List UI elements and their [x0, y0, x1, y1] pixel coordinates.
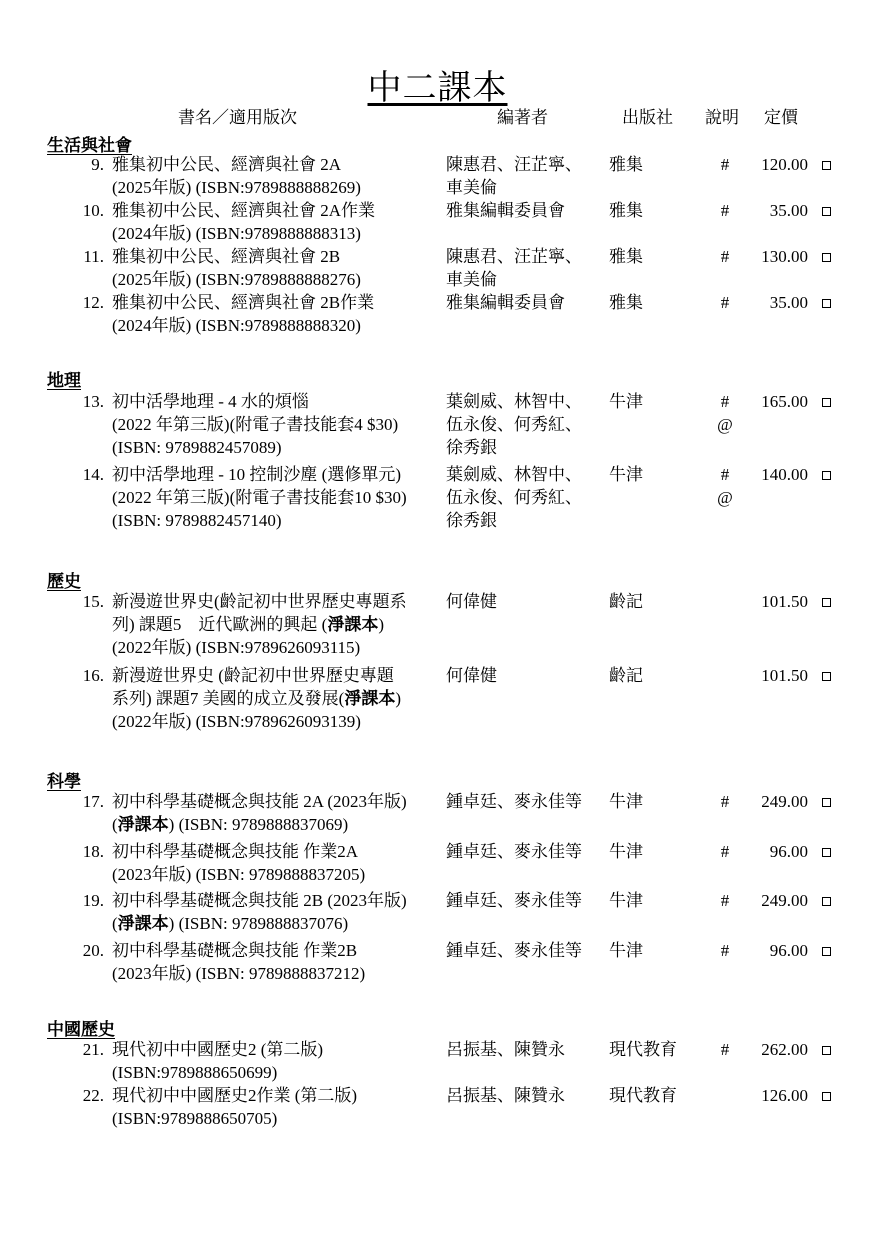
section-title: 地理: [47, 371, 81, 390]
book-note: #: [720, 247, 730, 266]
book-author: 雅集編輯委員會: [446, 201, 565, 220]
select-checkbox[interactable]: [822, 947, 831, 956]
column-header-note: 說明: [705, 108, 739, 127]
book-title: 初中活學地理 - 4 水的煩惱 (2022 年第三版)(附電子書技能套4 $30) (ISBN: 9789882457089): [112, 392, 399, 457]
column-header-title: 書名／適用版次: [178, 108, 297, 127]
select-checkbox[interactable]: [822, 1046, 831, 1055]
book-title: [112, 590, 447, 659]
book-publisher: 牛津: [609, 792, 643, 811]
book-price: 101.50: [761, 592, 808, 611]
column-header-author: 編著者: [497, 108, 548, 127]
book-title: 雅集初中公民、經濟與社會 2B (2025年版) (ISBN:9789888888276): [112, 247, 361, 289]
book-note: #: [720, 1040, 730, 1059]
section-title: 中國歷史: [47, 1020, 115, 1039]
book-publisher: 現代教育: [609, 1040, 677, 1059]
book-price: 101.50: [761, 666, 808, 685]
book-number: 20.: [82, 941, 104, 960]
book-note: #: [720, 155, 730, 174]
book-number: 22.: [82, 1086, 104, 1105]
book-publisher: 雅集: [609, 201, 643, 220]
book-title: [112, 889, 447, 935]
clean-textbook-label: 淨課本: [117, 815, 169, 834]
book-number: 10.: [82, 201, 104, 220]
book-number: 14.: [82, 465, 104, 484]
select-checkbox[interactable]: [822, 848, 831, 857]
book-title: 雅集初中公民、經濟與社會 2A作業 (2024年版) (ISBN:9789888888313): [112, 201, 376, 243]
book-price: 96.00: [769, 941, 808, 960]
book-publisher: 牛津: [609, 392, 643, 411]
book-title-text: ) (ISBN: 9789888837076): [168, 914, 349, 933]
book-price: 126.00: [761, 1086, 808, 1105]
book-title-text: 初中科學基礎概念與技能 2B (2023年版) (: [112, 891, 407, 933]
book-publisher: 牛津: [609, 941, 643, 960]
book-publisher: 雅集: [609, 293, 643, 312]
book-title: [112, 790, 447, 836]
book-price: 35.00: [769, 293, 808, 312]
select-checkbox[interactable]: [822, 253, 831, 262]
book-note: #: [720, 792, 730, 811]
book-author: 葉劍威、林智中、 伍永俊、何秀紅、 徐秀銀: [446, 392, 582, 457]
book-publisher: 現代教育: [609, 1086, 677, 1105]
select-checkbox[interactable]: [822, 471, 831, 480]
book-title-text: 初中科學基礎概念與技能 2A (2023年版) (: [112, 792, 407, 834]
book-price: 165.00: [761, 392, 808, 411]
book-author: 呂振基、陳贊永: [446, 1040, 565, 1059]
section-title: 歷史: [47, 572, 81, 591]
book-price: 262.00: [761, 1040, 808, 1059]
book-publisher: 齡記: [609, 666, 643, 685]
book-note: # @: [717, 465, 733, 507]
select-checkbox[interactable]: [822, 798, 831, 807]
book-number: 17.: [82, 792, 104, 811]
book-price: 140.00: [761, 465, 808, 484]
book-title: 初中活學地理 - 10 控制沙塵 (選修單元) (2022 年第三版)(附電子書技能套10 $30) (ISBN: 9789882457140): [112, 465, 407, 530]
book-price: 249.00: [761, 891, 808, 910]
book-note: #: [720, 201, 730, 220]
book-author: 陳惠君、汪芷寧、 車美倫: [446, 155, 582, 197]
book-title: 現代初中中國歷史2 (第二版) (ISBN:9789888650699): [112, 1040, 324, 1082]
book-author: 呂振基、陳贊永: [446, 1086, 565, 1105]
book-note: #: [720, 842, 730, 861]
clean-textbook-label: 淨課本: [344, 689, 396, 708]
book-title: 雅集初中公民、經濟與社會 2A (2025年版) (ISBN:9789888888269): [112, 155, 361, 197]
book-author: 鍾卓廷、麥永佳等: [446, 792, 582, 811]
select-checkbox[interactable]: [822, 207, 831, 216]
book-price: 130.00: [761, 247, 808, 266]
book-title-text: ) (2022年版) (ISBN:9789626093139): [112, 689, 401, 731]
book-title: 雅集初中公民、經濟與社會 2B作業 (2024年版) (ISBN:9789888888320): [112, 293, 375, 335]
column-header-publisher: 出版社: [622, 108, 673, 127]
book-note: #: [720, 891, 730, 910]
book-number: 12.: [82, 293, 104, 312]
select-checkbox[interactable]: [822, 161, 831, 170]
book-author: 鍾卓廷、麥永佳等: [446, 842, 582, 861]
book-author: 何偉健: [446, 666, 497, 685]
column-header-price: 定價: [764, 108, 798, 127]
book-note: #: [720, 293, 730, 312]
book-publisher: 雅集: [609, 247, 643, 266]
book-title: 初中科學基礎概念與技能 作業2A (2023年版) (ISBN: 9789888837205): [112, 842, 366, 884]
book-price: 35.00: [769, 201, 808, 220]
book-title-text: ) (2022年版) (ISBN:9789626093115): [112, 615, 384, 657]
book-number: 16.: [82, 666, 104, 685]
clean-textbook-label: 淨課本: [117, 914, 169, 933]
book-title-text: ) (ISBN: 9789888837069): [168, 815, 349, 834]
book-number: 21.: [82, 1040, 104, 1059]
book-note: # @: [717, 392, 733, 434]
book-price: 120.00: [761, 155, 808, 174]
book-price: 96.00: [769, 842, 808, 861]
book-title-text: 新漫遊世界史(齡記初中世界歷史專題系 列) 課題5 近代歐洲的興起 (: [112, 592, 407, 634]
book-price: 249.00: [761, 792, 808, 811]
book-author: 鍾卓廷、麥永佳等: [446, 891, 582, 910]
select-checkbox[interactable]: [822, 1092, 831, 1101]
page-title: 中二課本: [367, 70, 508, 107]
select-checkbox[interactable]: [822, 897, 831, 906]
book-publisher: 齡記: [609, 592, 643, 611]
book-title: 現代初中中國歷史2作業 (第二版) (ISBN:9789888650705): [112, 1086, 358, 1128]
book-number: 13.: [82, 392, 104, 411]
book-author: 雅集編輯委員會: [446, 293, 565, 312]
book-publisher: 雅集: [609, 155, 643, 174]
book-author: 何偉健: [446, 592, 497, 611]
book-number: 9.: [91, 155, 104, 174]
select-checkbox[interactable]: [822, 598, 831, 607]
book-number: 15.: [82, 592, 104, 611]
book-number: 11.: [83, 247, 104, 266]
select-checkbox[interactable]: [822, 672, 831, 681]
book-author: 葉劍威、林智中、 伍永俊、何秀紅、 徐秀銀: [446, 465, 582, 530]
book-note: #: [720, 941, 730, 960]
book-number: 18.: [82, 842, 104, 861]
book-publisher: 牛津: [609, 842, 643, 861]
book-publisher: 牛津: [609, 891, 643, 910]
clean-textbook-label: 淨課本: [327, 615, 379, 634]
book-author: 鍾卓廷、麥永佳等: [446, 941, 582, 960]
book-number: 19.: [82, 891, 104, 910]
book-title-text: 新漫遊世界史 (齡記初中世界歷史專題 系列) 課題7 美國的成立及發展(: [112, 666, 394, 708]
section-title: 科學: [47, 772, 81, 791]
book-author: 陳惠君、汪芷寧、 車美倫: [446, 247, 582, 289]
select-checkbox[interactable]: [822, 398, 831, 407]
book-title: [112, 664, 447, 733]
book-title: 初中科學基礎概念與技能 作業2B (2023年版) (ISBN: 9789888837212): [112, 941, 366, 983]
select-checkbox[interactable]: [822, 299, 831, 308]
section-title: 生活與社會: [47, 136, 132, 155]
book-publisher: 牛津: [609, 465, 643, 484]
